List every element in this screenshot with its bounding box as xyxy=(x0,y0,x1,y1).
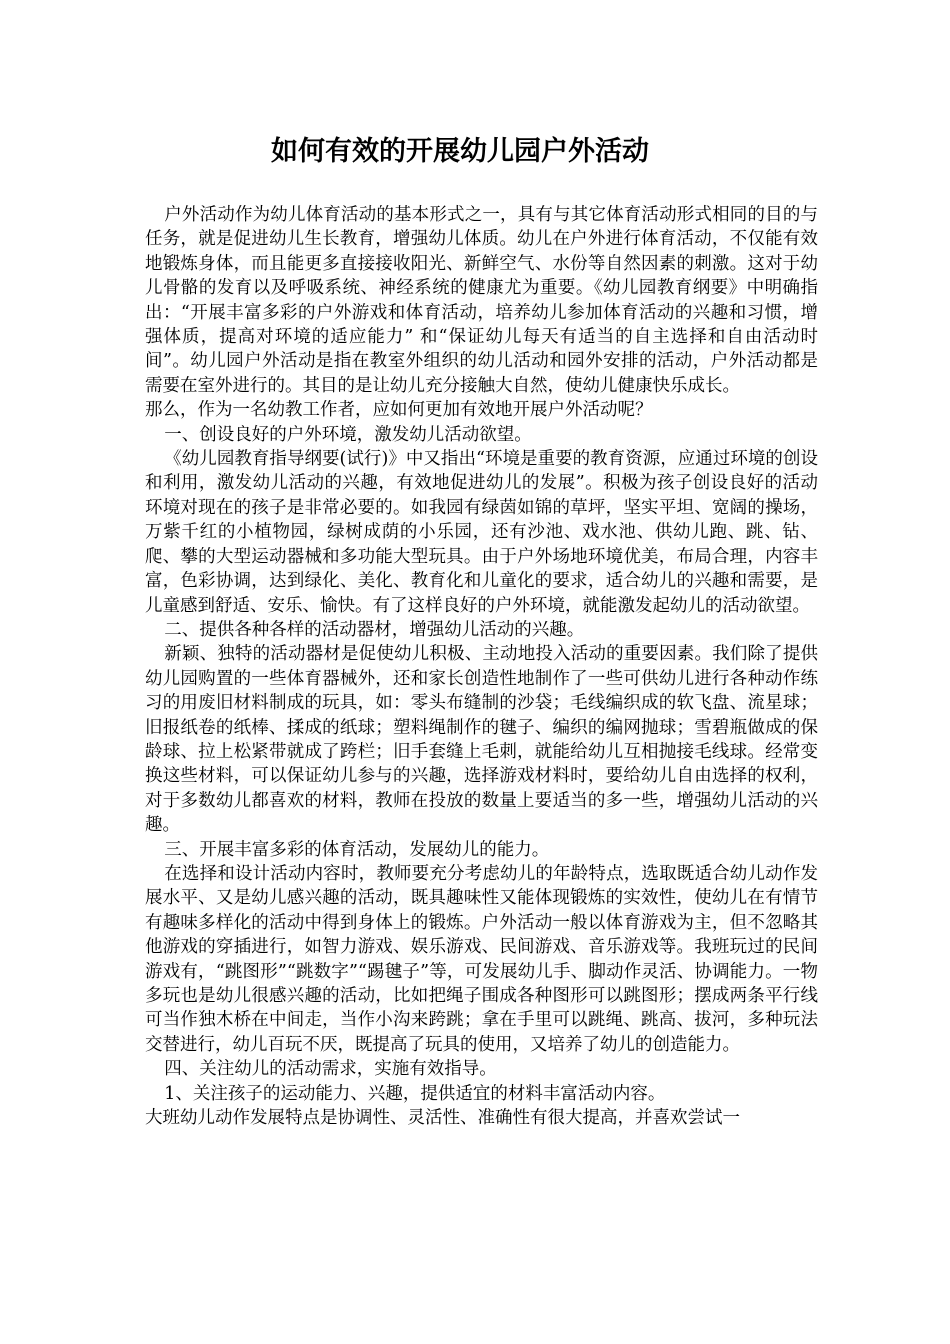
section-heading-1: 一、创设良好的户外环境，激发幼儿活动欲望。 xyxy=(164,424,532,445)
document-body xyxy=(145,203,818,1130)
document-title: 如何有效的开展幼儿园户外活动 xyxy=(271,136,649,167)
paragraph-question: 那么，作为一名幼教工作者，应如何更加有效地开展户外活动呢？ xyxy=(145,400,653,421)
paragraph-section-2: 新颖、独特的活动器材是促使幼儿积极、主动地投入活动的重要因素。我们除了提供幼儿园购置的一些体育器械外，还和家长创造性地制作了一些可供幼儿进行各种动作练习的用废旧材料制成的玩具，如：零头布缝制的沙袋；毛线编织成的软飞盘、流星球；旧报纸卷的纸棒、揉成的纸球；塑料绳制作的毽子、编织的编网抛球；雪碧瓶做成的保龄球、拉上松紧带就成了跨栏；旧手套缝上毛刺，就能给幼儿互相抛接毛线球。经常变换这些材料，可以保证幼儿参与的兴趣，选择游戏材料时，要给幼儿自由选择的权利，对于多数幼儿都喜欢的材料，教师在投放的数量上要适当的多一些，增强幼儿活动的兴趣。 xyxy=(145,644,818,836)
section-heading-4: 四、关注幼儿的活动需求，实施有效指导。 xyxy=(164,1059,497,1080)
paragraph-section-1: 《幼儿园教育指导纲要(试行)》中又指出“环境是重要的教育资源，应通过环境的创设和利用，激发幼儿活动的兴趣，有效地促进幼儿的发展”。积极为孩子创设良好的活动环境对现在的孩子是非常必要的。如我园有绿茵如锦的草坪，坚实平坦、宽阔的操场，万紫千红的小植物园，绿树成荫的小乐园，还有沙池、戏水池、供幼儿跑、跳、钻、爬、攀的大型运动器械和多功能大型玩具。由于户外场地环境优美，布局合理，内容丰富，色彩协调，达到绿化、美化、教育化和儿童化的要求，适合幼儿的兴趣和需要，是儿童感到舒适、安乐、愉快。有了这样良好的户外环境，就能激发起幼儿的活动欲望。 xyxy=(145,449,818,616)
paragraph-section-3: 在选择和设计活动内容时，教师要充分考虑幼儿的年龄特点，选取既适合幼儿动作发展水平、又是幼儿感兴趣的活动，既具趣味性又能体现锻炼的实效性，使幼儿在有情节有趣味多样化的活动中得到身体上的锻炼。户外活动一般以体育游戏为主，但不忽略其他游戏的穿插进行，如智力游戏、娱乐游戏、民间游戏、音乐游戏等。我班玩过的民间游戏有，“跳图形”“跳数字”“踢毽子”等，可发展幼儿手、脚动作灵活、协调能力。一物多玩也是幼儿很感兴趣的活动，比如把绳子围成各种图形可以跳图形；摆成两条平行线可当作独木桥在中间走，当作小沟来跨跳；拿在手里可以跳绳、跳高、拔河，多种玩法交替进行，幼儿百玩不厌，既提高了玩具的使用，又培养了幼儿的创造能力。 xyxy=(145,863,818,1055)
paragraph-section-4-1: 大班幼儿动作发展特点是协调性、灵活性、准确性有很大提高，并喜欢尝试一 xyxy=(145,1108,740,1129)
paragraph-intro: 户外活动作为幼儿体育活动的基本形式之一，具有与其它体育活动形式相同的目的与任务，就是促进幼儿生长教育，增强幼儿体质。幼儿在户外进行体育活动，不仅能有效地锻炼身体，而且能更多直接接收阳光、新鲜空气、水份等自然因素的刺激。这对于幼儿骨骼的发育以及呼吸系统、神经系统的健康尤为重要。《幼儿园教育纲要》中明确指出：“开展丰富多彩的户外游戏和体育活动，培养幼儿参加体育活动的兴趣和习惯，增强体质，提高对环境的适应能力” 和“保证幼儿每天有适当的自主选择和自由活动时间”。幼儿园户外活动是指在教室外组织的幼儿活动和园外安排的活动，户外活动都是需要在室外进行的。其目的是让幼儿充分接触大自然，使幼儿健康快乐成长。 xyxy=(145,205,818,396)
section-heading-3: 三、开展丰富多彩的体育活动，发展幼儿的能力。 xyxy=(164,839,550,860)
subsection-heading-4-1: 1、关注孩子的运动能力、兴趣，提供适宜的材料丰富活动内容。 xyxy=(164,1083,666,1104)
section-heading-2: 二、提供各种各样的活动器材，增强幼儿活动的兴趣。 xyxy=(164,619,585,640)
